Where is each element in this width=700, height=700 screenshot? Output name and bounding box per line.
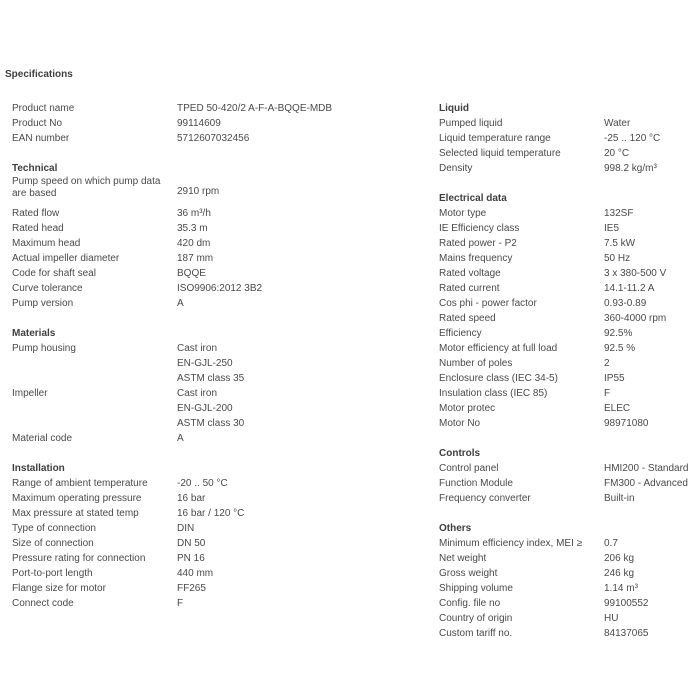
spec-row-shipping-volume — [439, 581, 700, 596]
spec-value: 246 kg — [604, 568, 635, 579]
spec-row-max-pressure-at-stated-temp — [12, 506, 417, 521]
spec-value: EN-GJL-250 — [177, 358, 233, 369]
spec-value: A — [177, 298, 184, 309]
spec-values — [604, 626, 700, 641]
spec-values — [604, 371, 700, 386]
spec-label: Max pressure at stated temp — [12, 508, 139, 519]
spec-row-mains-frequency — [439, 251, 700, 266]
spec-value: ISO9906:2012 3B2 — [177, 283, 263, 294]
spec-value: DIN — [177, 523, 195, 534]
spec-label: Impeller — [12, 388, 48, 399]
spec-label: Range of ambient temperature — [12, 478, 148, 489]
spec-values — [604, 296, 700, 311]
spec-values — [177, 116, 417, 131]
spec-values — [604, 551, 700, 566]
spec-section-electrical-data — [439, 191, 700, 431]
spec-values — [604, 416, 700, 431]
spec-value: 36 m³/h — [177, 208, 211, 219]
spec-label: Connect code — [12, 598, 74, 609]
spec-values — [604, 461, 700, 476]
spec-row-frequency-converter — [439, 491, 700, 506]
spec-values — [177, 566, 417, 581]
spec-values — [177, 521, 417, 536]
spec-values — [604, 281, 700, 296]
spec-label: Control panel — [439, 463, 499, 474]
spec-values — [604, 536, 700, 551]
spec-label: Mains frequency — [439, 253, 513, 264]
spec-label: Motor protec — [439, 403, 496, 414]
spec-row-maximum-head — [12, 236, 417, 251]
spec-label: Country of origin — [439, 613, 513, 624]
spec-label: Code for shaft seal — [12, 268, 96, 279]
spec-row-maximum-operating-pressure — [12, 491, 417, 506]
spec-label: Pressure rating for connection — [12, 553, 146, 564]
spec-section-technical — [12, 161, 417, 311]
spec-label: Density — [439, 163, 473, 174]
spec-values — [604, 146, 700, 161]
spec-label: Cos phi - power factor — [439, 298, 537, 309]
spec-row-type-of-connection — [12, 521, 417, 536]
spec-row-flange-size-for-motor — [12, 581, 417, 596]
spec-value: 16 bar / 120 °C — [177, 508, 245, 519]
spec-row-number-of-poles — [439, 356, 700, 371]
spec-row-code-for-shaft-seal — [12, 266, 417, 281]
spec-row-motor-protec — [439, 401, 700, 416]
spec-values — [604, 311, 700, 326]
spec-row-efficiency — [439, 326, 700, 341]
spec-value: 2 — [604, 358, 610, 369]
section-title: Technical — [12, 163, 58, 174]
spec-row-rated-head — [12, 221, 417, 236]
spec-row-pump-speed-on-which-pump-data-are-based — [12, 176, 417, 206]
spec-label: Product No — [12, 118, 63, 129]
spec-values — [177, 476, 417, 491]
right-spec-column — [439, 101, 700, 656]
section-title: Materials — [12, 328, 56, 339]
spec-values — [177, 101, 417, 116]
spec-values — [604, 596, 700, 611]
spec-values — [177, 251, 417, 266]
spec-value: BQQE — [177, 268, 206, 279]
spec-label: Pump speed on which pump data are based — [12, 176, 161, 199]
spec-value: 440 mm — [177, 568, 214, 579]
spec-label: Enclosure class (IEC 34-5) — [439, 373, 558, 384]
spec-values — [604, 491, 700, 506]
spec-value: 14.1-11.2 A — [604, 283, 655, 294]
spec-label: Rated speed — [439, 313, 496, 324]
spec-value: 2910 rpm — [177, 186, 220, 197]
spec-label: Frequency converter — [439, 493, 531, 504]
spec-value: Water — [604, 118, 631, 129]
spec-label: Motor No — [439, 418, 481, 429]
spec-label: Curve tolerance — [12, 283, 83, 294]
spec-value: 360-4000 rpm — [604, 313, 667, 324]
spec-value: PN 16 — [177, 553, 205, 564]
spec-section-general — [12, 101, 417, 146]
spec-row-rated-current — [439, 281, 700, 296]
spec-value: 92.5% — [604, 328, 633, 339]
section-title: Controls — [439, 448, 481, 459]
spec-row-cos-phi-power-factor — [439, 296, 700, 311]
spec-values — [604, 161, 700, 176]
spec-label: Rated head — [12, 223, 64, 234]
spec-label: Pumped liquid — [439, 118, 503, 129]
spec-row-pump-version — [12, 296, 417, 311]
spec-values — [604, 341, 700, 356]
spec-row-range-of-ambient-temperature — [12, 476, 417, 491]
spec-values — [177, 386, 417, 431]
spec-row-control-panel — [439, 461, 700, 476]
section-title: Installation — [12, 463, 65, 474]
spec-value: 50 Hz — [604, 253, 631, 264]
spec-value: FF265 — [177, 583, 206, 594]
spec-label: Flange size for motor — [12, 583, 106, 594]
spec-label: Selected liquid temperature — [439, 148, 561, 159]
spec-row-port-to-port-length — [12, 566, 417, 581]
spec-value: 132SF — [604, 208, 634, 219]
spec-value: 5712607032456 — [177, 133, 250, 144]
spec-value: 0.93-0.89 — [604, 298, 647, 309]
spec-row-motor-efficiency-at-full-load — [439, 341, 700, 356]
spec-values — [604, 356, 700, 371]
spec-section-materials — [12, 326, 417, 446]
spec-value: F — [604, 388, 611, 399]
spec-label: Insulation class (IEC 85) — [439, 388, 548, 399]
spec-value: ELEC — [604, 403, 631, 414]
spec-values — [177, 176, 417, 199]
spec-label: Net weight — [439, 553, 487, 564]
spec-row-pressure-rating-for-connection — [12, 551, 417, 566]
spec-values — [177, 281, 417, 296]
spec-label: Liquid temperature range — [439, 133, 551, 144]
spec-values — [604, 476, 700, 491]
spec-row-motor-type — [439, 206, 700, 221]
spec-label: Port-to-port length — [12, 568, 93, 579]
spec-value: 16 bar — [177, 493, 206, 504]
spec-label: Pump version — [12, 298, 74, 309]
spec-value: FM300 - Advanced — [604, 478, 688, 489]
left-spec-column — [12, 101, 417, 626]
spec-values — [177, 296, 417, 311]
spec-values — [604, 236, 700, 251]
spec-value: 998.2 kg/m³ — [604, 163, 657, 174]
spec-values — [604, 581, 700, 596]
spec-row-product-no — [12, 116, 417, 131]
spec-value: 0.7 — [604, 538, 618, 549]
spec-label: Rated current — [439, 283, 500, 294]
spec-label: IE Efficiency class — [439, 223, 520, 234]
spec-value: HMI200 - Standard — [604, 463, 689, 474]
spec-label: Number of poles — [439, 358, 513, 369]
spec-values — [177, 341, 417, 386]
spec-section-controls — [439, 446, 700, 506]
spec-row-pump-housing — [12, 341, 417, 386]
spec-value: 206 kg — [604, 553, 635, 564]
spec-section-installation — [12, 461, 417, 611]
section-title: Others — [439, 523, 472, 534]
spec-label: EAN number — [12, 133, 70, 144]
spec-row-country-of-origin — [439, 611, 700, 626]
spec-values — [604, 266, 700, 281]
spec-row-curve-tolerance — [12, 281, 417, 296]
spec-values — [604, 131, 700, 146]
spec-label: Custom tariff no. — [439, 628, 513, 639]
spec-values — [177, 431, 417, 446]
spec-row-rated-speed — [439, 311, 700, 326]
spec-label: Maximum operating pressure — [12, 493, 142, 504]
spec-section-liquid — [439, 101, 700, 176]
spec-values — [177, 491, 417, 506]
spec-row-size-of-connection — [12, 536, 417, 551]
spec-label: Rated power - P2 — [439, 238, 517, 249]
spec-label: Minimum efficiency index, MEI ≥ — [439, 538, 583, 549]
spec-row-custom-tariff-no — [439, 626, 700, 641]
spec-value: 1.14 m³ — [604, 583, 638, 594]
spec-row-rated-flow — [12, 206, 417, 221]
spec-value: 92.5 % — [604, 343, 636, 354]
spec-value: 7.5 kW — [604, 238, 636, 249]
spec-values — [604, 206, 700, 221]
spec-values — [177, 236, 417, 251]
spec-row-ean-number — [12, 131, 417, 146]
spec-label: Maximum head — [12, 238, 81, 249]
spec-row-net-weight — [439, 551, 700, 566]
spec-value: IE5 — [604, 223, 620, 234]
spec-value: Cast iron — [177, 388, 218, 399]
spec-value: 99100552 — [604, 598, 649, 609]
spec-label: Gross weight — [439, 568, 498, 579]
spec-value: ASTM class 35 — [177, 373, 245, 384]
spec-value: -25 .. 120 °C — [604, 133, 661, 144]
spec-row-config-file-no — [439, 596, 700, 611]
spec-label: Material code — [12, 433, 73, 444]
spec-value: TPED 50-420/2 A-F-A-BQQE-MDB — [177, 103, 333, 114]
spec-value: DN 50 — [177, 538, 206, 549]
spec-row-density — [439, 161, 700, 176]
spec-row-rated-power-p2 — [439, 236, 700, 251]
spec-label: Actual impeller diameter — [12, 253, 120, 264]
spec-label: Motor efficiency at full load — [439, 343, 558, 354]
spec-row-function-module — [439, 476, 700, 491]
spec-row-material-code — [12, 431, 417, 446]
spec-label: Type of connection — [12, 523, 96, 534]
spec-value: Cast iron — [177, 343, 218, 354]
spec-value: 420 dm — [177, 238, 211, 249]
spec-label: Efficiency — [439, 328, 482, 339]
spec-values — [604, 116, 700, 131]
spec-value: EN-GJL-200 — [177, 403, 233, 414]
spec-values — [177, 581, 417, 596]
spec-values — [177, 131, 417, 146]
spec-values — [177, 596, 417, 611]
section-title: Liquid — [439, 103, 469, 114]
spec-values — [604, 251, 700, 266]
spec-values — [604, 611, 700, 626]
spec-label: Pump housing — [12, 343, 76, 354]
spec-values — [177, 221, 417, 236]
spec-value: -20 .. 50 °C — [177, 478, 228, 489]
spec-row-connect-code — [12, 596, 417, 611]
spec-value: HU — [604, 613, 619, 624]
spec-value: 99114609 — [177, 118, 221, 129]
spec-label: Shipping volume — [439, 583, 513, 594]
spec-label: Motor type — [439, 208, 487, 219]
spec-values — [177, 206, 417, 221]
spec-row-selected-liquid-temperature — [439, 146, 700, 161]
spec-section-others — [439, 521, 700, 641]
spec-row-ie-efficiency-class — [439, 221, 700, 236]
spec-value: F — [177, 598, 184, 609]
spec-values — [177, 506, 417, 521]
spec-row-pumped-liquid — [439, 116, 700, 131]
spec-value: ASTM class 30 — [177, 418, 245, 429]
spec-values — [604, 566, 700, 581]
spec-values — [604, 401, 700, 416]
spec-row-rated-voltage — [439, 266, 700, 281]
spec-values — [604, 386, 700, 401]
spec-row-minimum-efficiency-index-mei — [439, 536, 700, 551]
spec-row-impeller — [12, 386, 417, 431]
spec-row-product-name — [12, 101, 417, 116]
spec-row-insulation-class-iec-85 — [439, 386, 700, 401]
spec-values — [177, 536, 417, 551]
spec-label: Rated flow — [12, 208, 60, 219]
spec-values — [177, 551, 417, 566]
spec-label: Product name — [12, 103, 75, 114]
spec-value: IP55 — [604, 373, 625, 384]
spec-row-actual-impeller-diameter — [12, 251, 417, 266]
section-title: Electrical data — [439, 193, 507, 204]
spec-value: A — [177, 433, 184, 444]
spec-row-gross-weight — [439, 566, 700, 581]
spec-label: Config. file no — [439, 598, 501, 609]
spec-label: Function Module — [439, 478, 513, 489]
spec-value: Built-in — [604, 493, 635, 504]
spec-label: Rated voltage — [439, 268, 501, 279]
spec-value: 187 mm — [177, 253, 214, 264]
spec-value: 35.3 m — [177, 223, 208, 234]
spec-label: Size of connection — [12, 538, 94, 549]
spec-row-enclosure-class-iec-34-5 — [439, 371, 700, 386]
spec-value: 3 x 380-500 V — [604, 268, 667, 279]
spec-values — [604, 221, 700, 236]
spec-value-link[interactable]: 98971080 — [604, 418, 649, 429]
spec-values — [177, 266, 417, 281]
spec-value: 20 °C — [604, 148, 630, 159]
spec-value: 84137065 — [604, 628, 649, 639]
spec-row-motor-no — [439, 416, 700, 431]
spec-values — [604, 326, 700, 341]
page-title: Specifications — [5, 69, 73, 80]
spec-row-liquid-temperature-range — [439, 131, 700, 146]
